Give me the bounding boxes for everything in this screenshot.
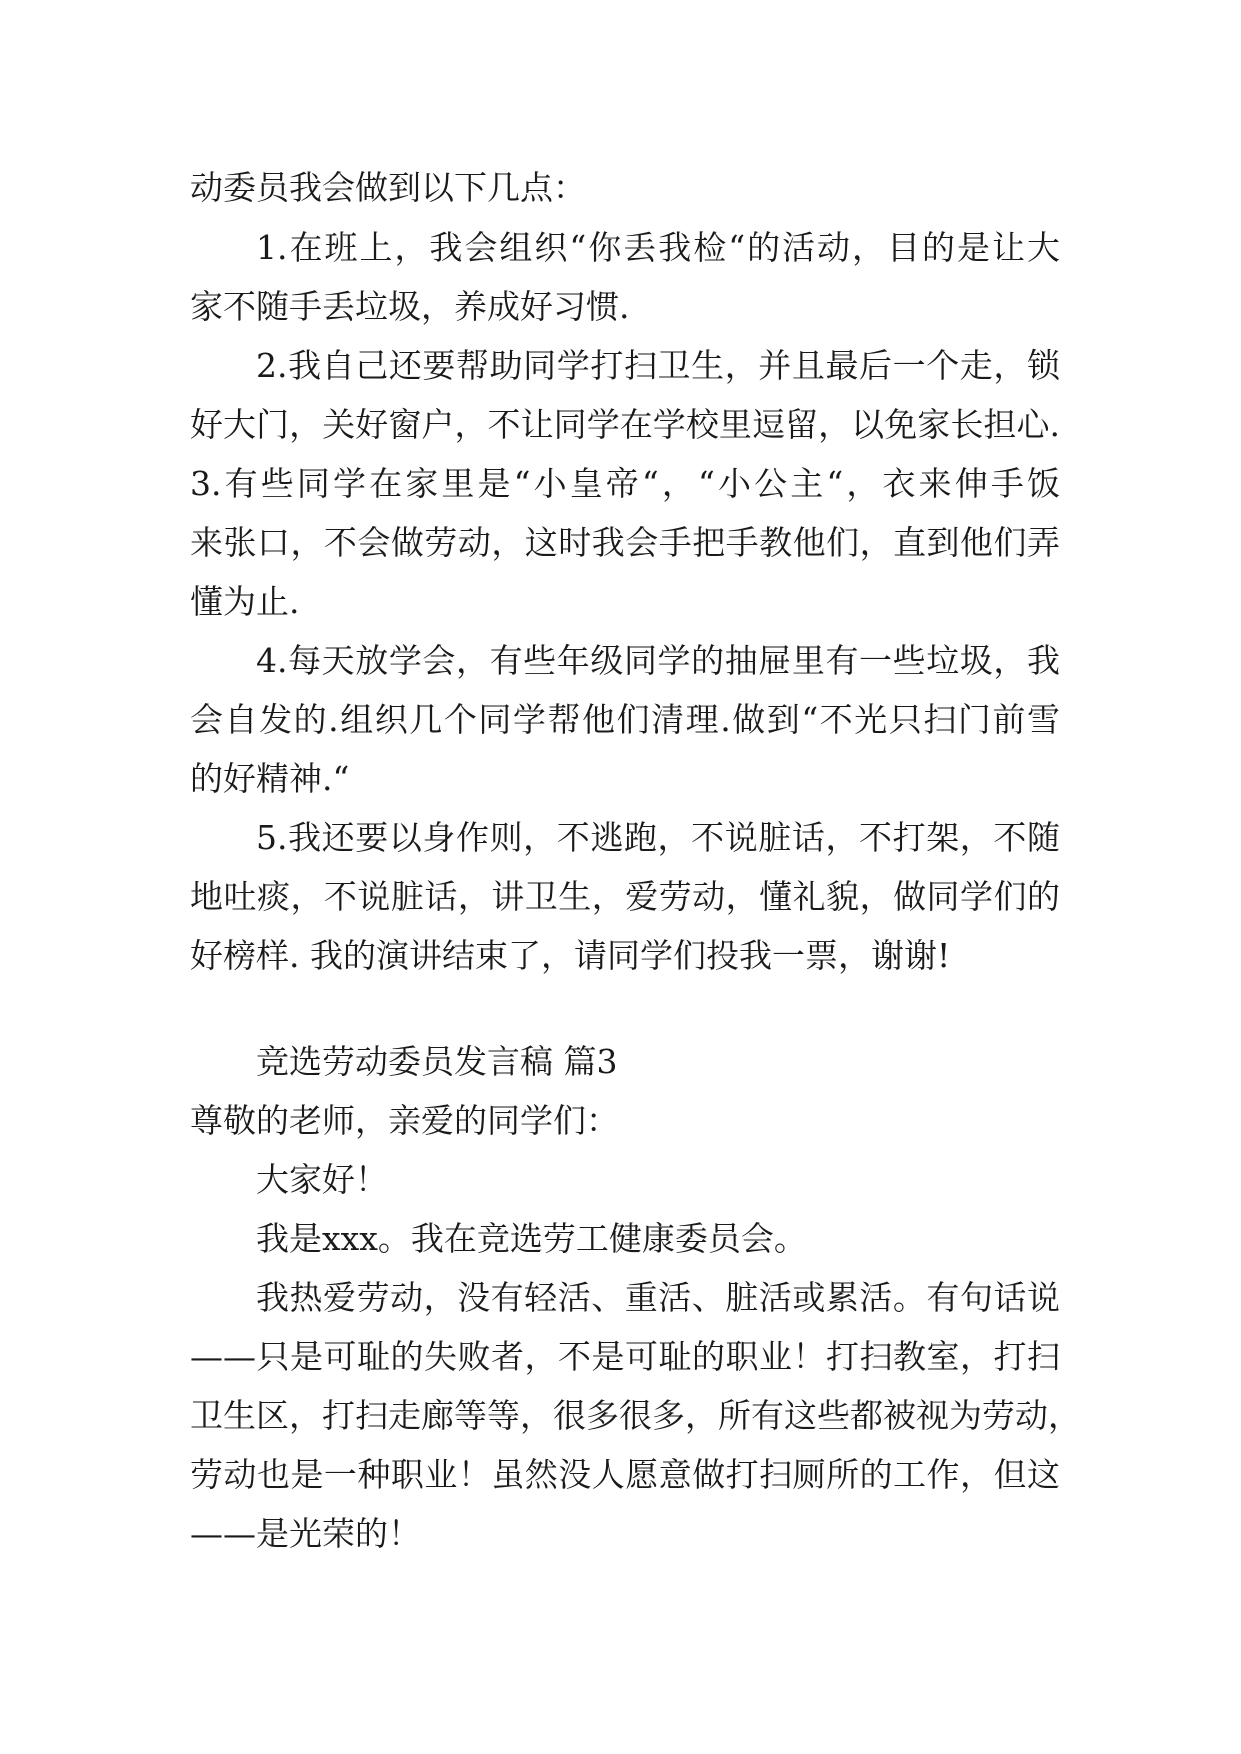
paragraph-line: 卫生区，打扫走廊等等，很多很多，所有这些都被视为劳动， xyxy=(190,1396,1081,1435)
paragraph-line: 懂为止. xyxy=(190,582,300,621)
paragraph-line: 好榜样. 我的演讲结束了，请同学们投我一票，谢谢! xyxy=(190,936,951,975)
paragraph-line: 劳动也是一种职业！虽然没人愿意做打扫厕所的工作，但这 xyxy=(190,1455,1060,1494)
greeting-line: 大家好！ xyxy=(256,1160,388,1199)
paragraph-line: 5.我还要以身作则，不逃跑，不说脏话，不打架，不随 xyxy=(256,818,1060,857)
paragraph-line: 我热爱劳动，没有轻活、重活、脏活或累活。有句话说 xyxy=(256,1278,1060,1317)
paragraph-line: 好大门，关好窗户，不让同学在学校里逗留，以免家长担心. xyxy=(190,405,1060,444)
paragraph-line: ——是光荣的！ xyxy=(190,1514,421,1553)
paragraph-line: ——只是可耻的失败者，不是可耻的职业！打扫教室，打扫 xyxy=(190,1337,1060,1376)
section-heading: 竞选劳动委员发言稿 篇3 xyxy=(256,1042,618,1081)
paragraph-line: 地吐痰，不说脏话，讲卫生，爱劳动，懂礼貌，做同学们的 xyxy=(190,877,1060,916)
paragraph-line: 的好精神.“ xyxy=(190,759,350,798)
paragraph-line: 我是xxx。我在竞选劳工健康委员会。 xyxy=(256,1219,807,1258)
paragraph-line: 2.我自己还要帮助同学打扫卫生，并且最后一个走，锁 xyxy=(256,346,1060,385)
paragraph-line: 动委员我会做到以下几点： xyxy=(190,168,586,207)
paragraph-line: 1.在班上，我会组织“你丢我检“的活动，目的是让大 xyxy=(256,228,1060,267)
paragraph-line: 4.每天放学会，有些年级同学的抽屉里有一些垃圾，我 xyxy=(256,641,1060,680)
paragraph-line: 家不随手丢垃圾，养成好习惯. xyxy=(190,287,630,326)
salutation-line: 尊敬的老师，亲爱的同学们： xyxy=(190,1101,619,1140)
paragraph-line: 3.有些同学在家里是“小皇帝“，“小公主“，衣来伸手饭 xyxy=(190,464,1060,503)
paragraph-line: 来张口，不会做劳动，这时我会手把手教他们，直到他们弄 xyxy=(190,523,1060,562)
paragraph-line: 会自发的.组织几个同学帮他们清理.做到“不光只扫门前雪 xyxy=(190,700,1060,739)
